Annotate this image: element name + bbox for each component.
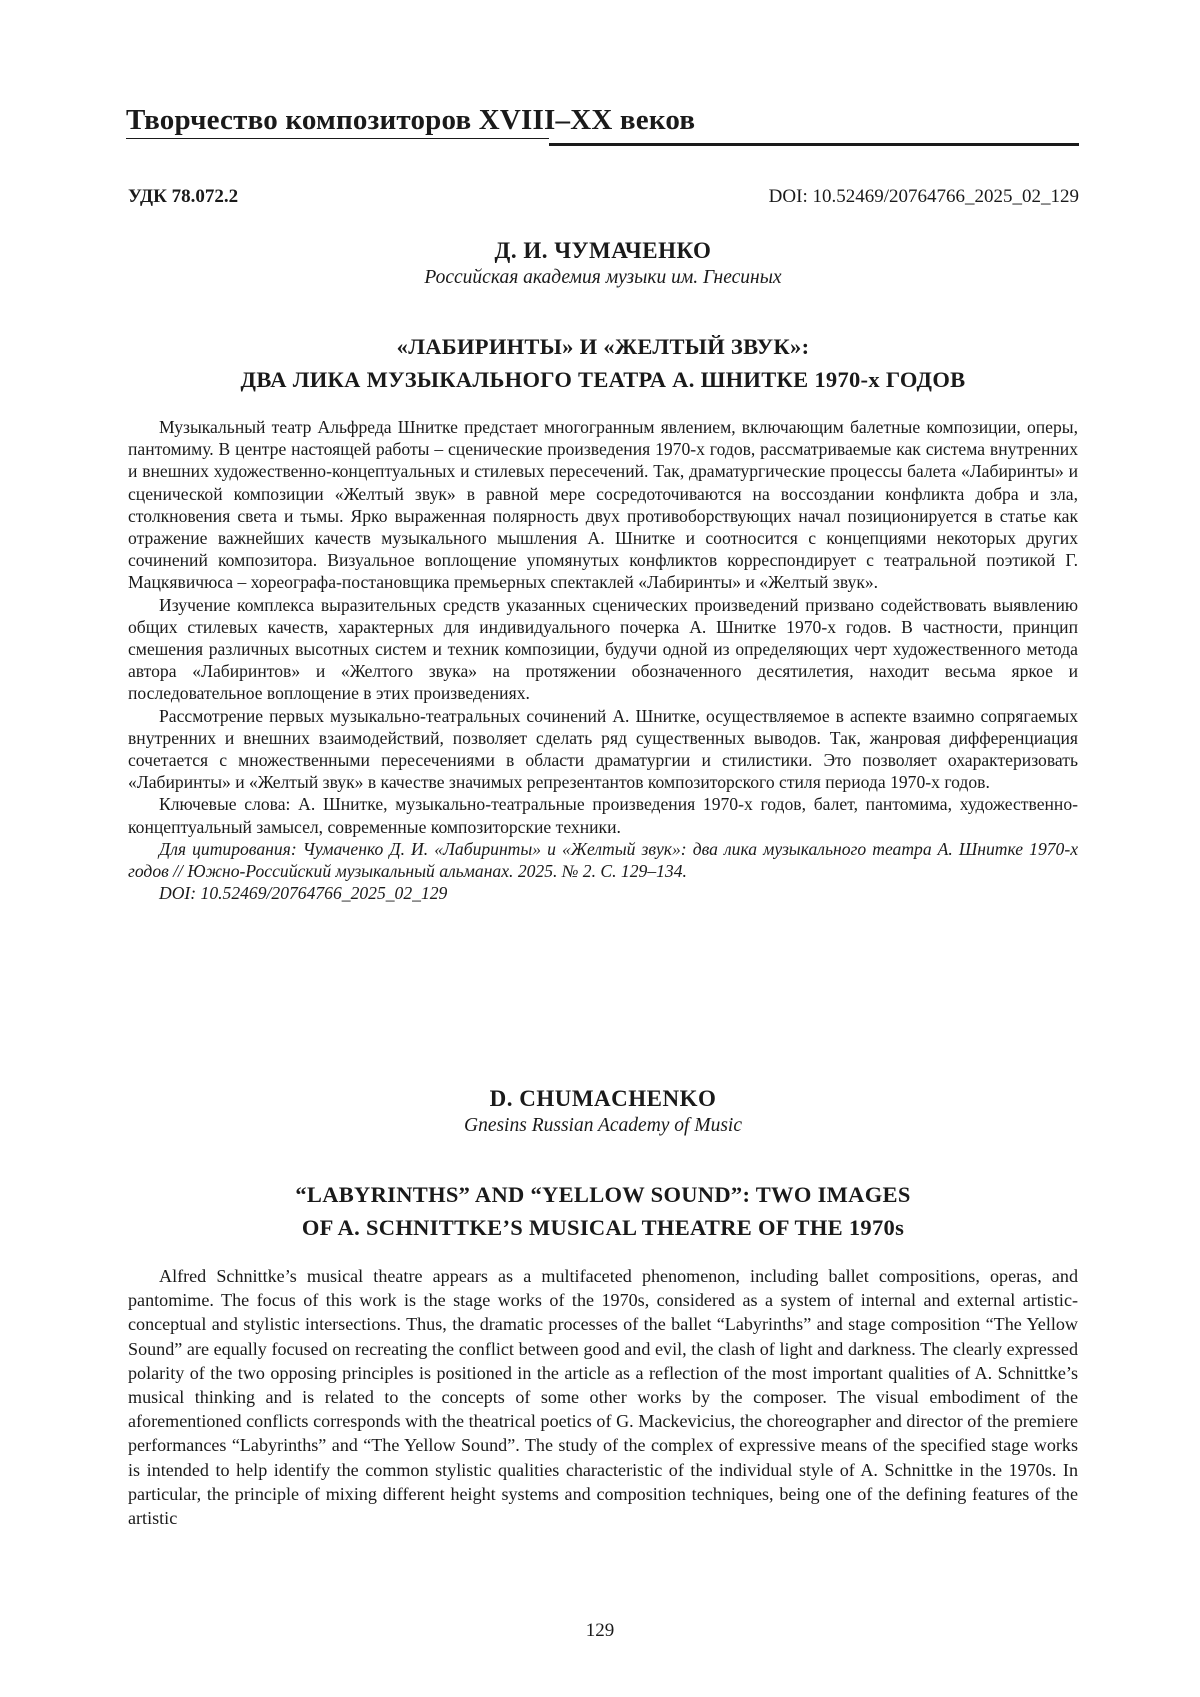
abstract-ru-paragraph-1: Музыкальный театр Альфреда Шнитке предстает многогранным явлением, включающим балетные композиции, оперы, пантомиму. В центре настоящей работы – сценические произведения 1970-х годов, рассматриваемые как система внутренних и внешних художественно-концептуальных и стилевых пересечений. Так, драматургические процессы балета «Лабиринты» и сценической композиции «Желтый звук» в равной мере сосредоточиваются на воссоздании конфликта добра и зла, столкновения света и тьмы. Ярко выраженная полярность двух противоборствующих начал позиционируется в статье как отражение важнейших качеств музыкального мышления А. Шнитке и соотносится с концепциями некоторых других сочинений композитора. Визуальное воплощение упомянутых конфликтов корреспондирует с театральной поэтикой Г. Мацкявичюса – хореографа-постановщика премьерных спектаклей «Лабиринты» и «Желтый звук». bbox=[128, 417, 1078, 593]
author-name-ru: Д. И. ЧУМАЧЕНКО bbox=[494, 238, 712, 263]
article-title-en bbox=[126, 1178, 1080, 1244]
title-en-line-2: OF A. SCHNITTKE’S MUSICAL THEATRE OF THE 1970s bbox=[301, 1215, 905, 1240]
title-ru-line-1: «ЛАБИРИНТЫ» И «ЖЕЛТЫЙ ЗВУК»: bbox=[396, 334, 810, 359]
author-name-en: D. CHUMACHENKO bbox=[489, 1086, 717, 1111]
running-head-title: Творчество композиторов XVIII–XX веков bbox=[126, 104, 696, 136]
udk-code: УДК 78.072.2 bbox=[128, 186, 239, 207]
abstract-en-paragraph-1: Alfred Schnittke’s musical theatre appears as a multifaceted phenomenon, including ballet compositions, operas, and pantomime. The focus of this work is the stage works of the 1970s, considered as a system of internal and external artistic-conceptual and stylistic intersections. Thus, the dramatic processes of the ballet “Labyrinths” and stage composition “The Yellow Sound” are equally focused on recreating the conflict between good and evil, the clash of light and darkness. The clearly expressed polarity of the two opposing principles is positioned in the article as a reflection of the most important qualities of A. Schnittke’s musical thinking and is related to the concepts of some other works by the composer. The visual embodiment of the aforementioned conflicts corresponds with the theatrical poetics of G. Mackevicius, the choreographer and director of the premiere performances “Labyrinths” and “The Yellow Sound”. The study of the complex of expressive means of the specified stage works is intended to help identify the common stylistic qualities characteristic of the individual style of A. Schnittke in the 1970s. In particular, the principle of mixing different height systems and composition techniques, being one of the defining features of the artistic bbox=[128, 1266, 1078, 1529]
title-en-line-1: “LABYRINTHS” AND “YELLOW SOUND”: TWO IMAGES bbox=[295, 1182, 911, 1207]
abstract-ru-paragraph-3: Рассмотрение первых музыкально-театральных сочинений А. Шнитке, осуществляемое в аспекте взаимно сопрягаемых внутренних и внешних взаимодействий, позволяет сделать ряд существенных выводов. Так, жанровая дифференциация сочетается с множественными пересечениями в области драматургии и стилистики. Это позволяет охарактеризовать «Лабиринты» и «Желтый звук» в качестве значимых репрезентантов композиторского стиля периода 1970-х годов. bbox=[128, 705, 1078, 793]
abstract-ru bbox=[128, 416, 1078, 904]
citation-ru: Для цитирования: Чумаченко Д. И. «Лабиринты» и «Желтый звук»: два лика музыкального театра А. Шнитке 1970-х годов // Южно-Российский музыкальный альманах. 2025. № 2. С. 129–134. bbox=[128, 838, 1078, 882]
doi-header: DOI: 10.52469/20764766_2025_02_129 bbox=[768, 186, 1079, 207]
article-title-ru bbox=[126, 330, 1080, 396]
title-ru-line-2: ДВА ЛИКА МУЗЫКАЛЬНОГО ТЕАТРА А. ШНИТКЕ 1970-х ГОДОВ bbox=[240, 367, 966, 392]
citation-doi: DOI: 10.52469/20764766_2025_02_129 bbox=[159, 883, 448, 904]
affiliation-ru: Российская академия музыки им. Гнесиных bbox=[424, 267, 782, 288]
page-number: 129 bbox=[585, 1620, 615, 1641]
keywords-ru: Ключевые слова: А. Шнитке, музыкально-театральные произведения 1970-х годов, балет, пантомима, художественно-концептуальный замысел, современные композиторские техники. bbox=[128, 794, 1078, 837]
abstract-ru-paragraph-2: Изучение комплекса выразительных средств указанных сценических произведений призвано содействовать выявлению общих стилевых качеств, характерных для индивидуального почерка А. Шнитке 1970-х годов. В частности, принцип смешения различных высотных систем и техник композиции, будучи одной из определяющих черт художественного метода автора «Лабиринтов» и «Желтого звука» на протяжении обозначенного десятилетия, находит весьма яркое и последовательное воплощение в этих произведениях. bbox=[128, 594, 1078, 704]
affiliation-en: Gnesins Russian Academy of Music bbox=[463, 1115, 743, 1136]
header-rule-thin bbox=[126, 138, 549, 139]
abstract-en bbox=[128, 1264, 1078, 1530]
header-rule-thick bbox=[549, 143, 1079, 146]
